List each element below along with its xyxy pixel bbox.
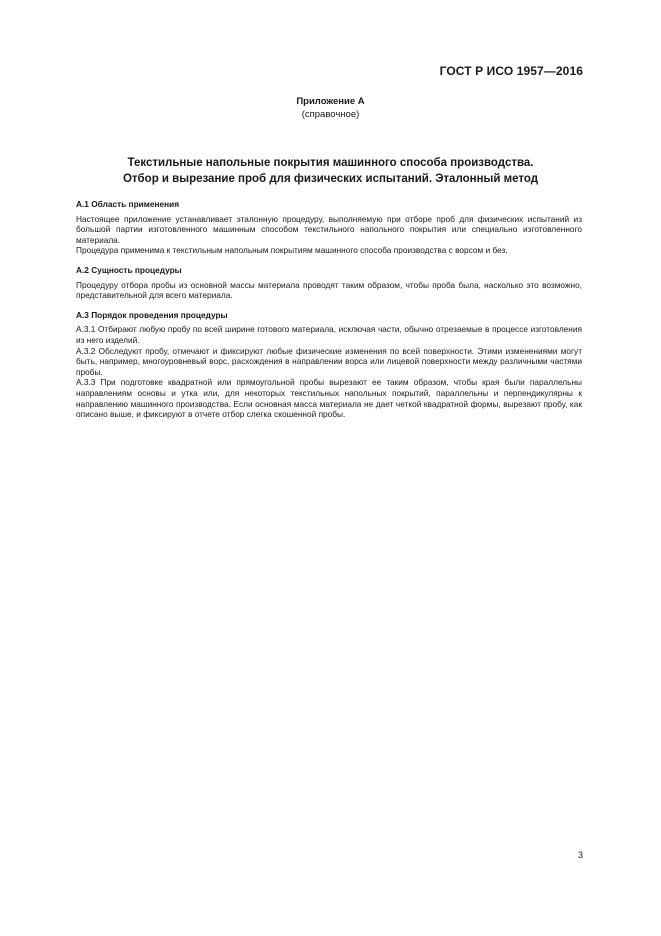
- section-heading-a1: А.1 Область применения: [76, 199, 180, 209]
- section-heading-a2: А.2 Сущность процедуры: [76, 264, 182, 275]
- document-code: ГОСТ Р ИСО 1957—2016: [439, 64, 583, 78]
- annex-subtitle: (справочное): [301, 109, 360, 120]
- annex-title: [60, 155, 601, 187]
- paragraph-a2-1: Процедуру отбора пробы из основной массы материала проводят таким образом, чтобы проба была, насколько это возможно, представительной для всего материала.: [76, 279, 582, 301]
- paragraph-a3-3: А.3.3 При подготовке квадратной или прямоугольной пробы вырезают ее таким образом, чтобы края были параллельны направлениям основы и утка или, для некоторых текстильных напольных покрытий, параллельны и перпендикулярны к направлению машинного производства. Если основная масса материала не дает четкой квадратной формы, вырезают пробу, как описано выше, и фиксируют в отчете отбор слегка скошенной пробы.: [76, 377, 582, 420]
- annex-label: Приложение А: [296, 96, 365, 107]
- annex-title-line-1: Текстильные напольные покрытия машинного способа производства.: [127, 157, 534, 169]
- page-number: 3: [577, 850, 583, 860]
- annex-heading: [0, 95, 661, 121]
- section-heading-a3: А.3 Порядок проведения процедуры: [76, 309, 228, 320]
- paragraph-a1-2: Процедура применима к текстильным напольным покрытиям машинного способа производства с ворсом и без.: [76, 245, 508, 256]
- paragraph-a3-2: А.3.2 Обследуют пробу, отмечают и фиксируют любые физические изменения по всей поверхности. Этими изменениями могут быть, например, многоуровневый ворс, расхождения в направлении ворса или лицевой поверхности между различными частями пробы.: [76, 345, 582, 377]
- annex-title-line-2: Отбор и вырезание проб для физических испытаний. Эталонный метод: [122, 173, 539, 185]
- paragraph-a1-1: Настоящее приложение устанавливает эталонную процедуру, выполняемую при отборе проб для физических испытаний из большой партии изготовленного машинным способом текстильного напольного покрытия или специально изготовленного материала.: [76, 213, 582, 245]
- document-body: [76, 199, 582, 420]
- paragraph-a3-1: А.3.1 Отбирают любую пробу по всей ширине готового материала, исключая части, обычно отрезаемые в процессе изготовления из него изделий.: [76, 324, 582, 345]
